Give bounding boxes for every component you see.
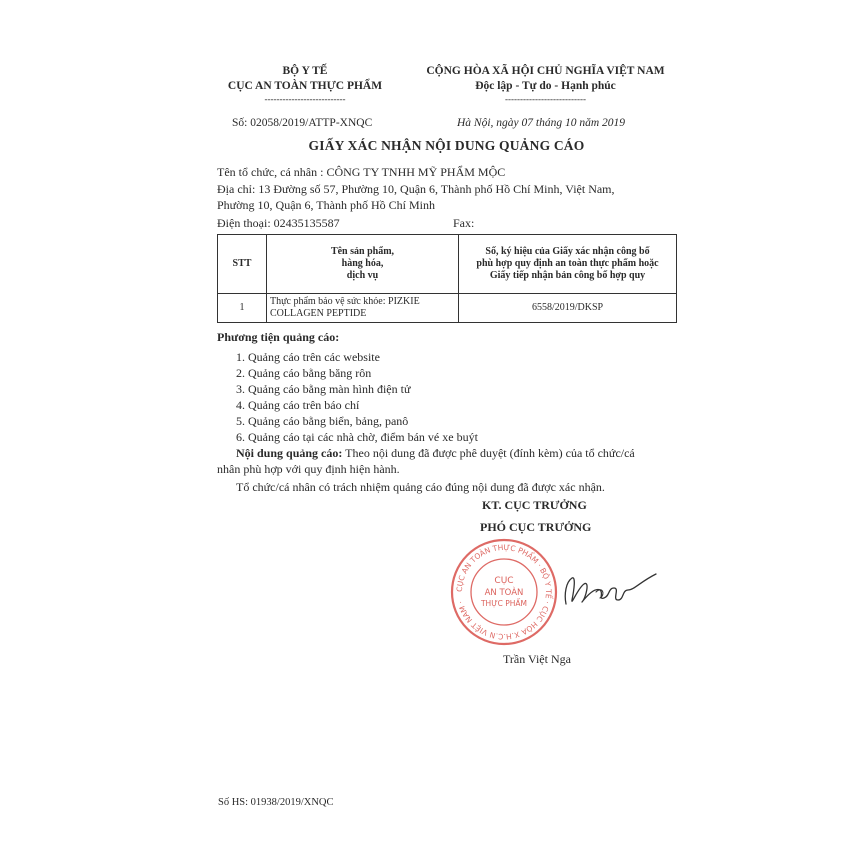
table-header-row (218, 235, 677, 294)
phone-line: Điện thoại: 02435135587 (217, 216, 340, 230)
content-text-2: nhân phù hợp với quy định hiện hành. (217, 462, 400, 476)
header-certificate-3: Giấy tiếp nhận bản công bố hợp quy (489, 270, 646, 281)
document-number: Số: 02058/2019/ATTP-XNQC (232, 117, 373, 129)
media-list (236, 349, 478, 445)
place-date: Hà Nội, ngày 07 tháng 10 năm 2019 (457, 117, 626, 129)
header-certificate-2: phù hợp quy định an toàn thực phẩm hoặc (476, 258, 659, 269)
row-product-name-2: COLLAGEN PEPTIDE (270, 308, 367, 319)
content-text-1: Theo nội dung đã được phê duyệt (đính kèm) của tổ chức/cá (342, 446, 635, 460)
row-certificate: 6558/2019/DKSP (459, 294, 677, 323)
list-item: 1. Quảng cáo trên các website (236, 350, 380, 364)
stamp-center-3: THỰC PHẨM (480, 599, 528, 608)
row-product-name (267, 294, 459, 323)
table-row (218, 294, 677, 323)
row-product-name-1: Thực phẩm bảo vệ sức khỏe: PIZKIE (270, 296, 420, 307)
dossier-number: Số HS: 01938/2019/XNQC (218, 797, 334, 808)
handwritten-signature (560, 568, 660, 618)
organization-name: Tên tổ chức, cá nhân : CÔNG TY TNHH MỸ PHẨM MỘC (217, 165, 506, 179)
stamp-ring-text: CỤC AN TOÀN THỰC PHẨM · BỘ Y TẾ · CỤC HÒA X.H.C.N VIỆT NAM · (454, 542, 554, 642)
header-product-name-1: Tên sản phẩm, (330, 246, 395, 257)
responsibility-note: Tổ chức/cá nhân có trách nhiệm quảng cáo đúng nội dung đã được xác nhận. (236, 480, 605, 494)
header-certificate-1: Số, ký hiệu của Giấy xác nhận công bố (485, 246, 650, 257)
list-item: 3. Quảng cáo bằng màn hình điện tử (236, 382, 411, 396)
list-item: 6. Quảng cáo tại các nhà chờ, điểm bán vé xe buýt (236, 430, 478, 444)
list-item: 2. Quảng cáo bằng băng rôn (236, 366, 372, 380)
stamp-center-1: CỤC (494, 576, 514, 586)
issuer-block (215, 64, 395, 104)
motto-rule: --------------------------- (505, 94, 586, 104)
product-table (217, 234, 677, 323)
signer-name: Trần Việt Nga (503, 652, 571, 666)
fax-line: Fax: (453, 216, 475, 230)
header-stt: STT (218, 235, 267, 294)
agency-name: CỤC AN TOÀN THỰC PHẨM (227, 80, 383, 92)
ministry-name: BỘ Y TẾ (282, 65, 328, 77)
signoff-line-1: KT. CỤC TRƯỞNG (482, 498, 587, 512)
media-heading: Phương tiện quảng cáo: (217, 330, 340, 344)
row-stt: 1 (218, 294, 267, 323)
header-product-name-2: hàng hóa, (341, 258, 384, 269)
country-name: CỘNG HÒA XÃ HỘI CHỦ NGHĨA VIỆT NAM (426, 65, 665, 77)
list-item: 5. Quảng cáo bằng biển, bảng, panô (236, 414, 409, 428)
content-line-1 (236, 446, 635, 461)
header-certificate (459, 235, 677, 294)
header-product-name (267, 235, 459, 294)
content-label: Nội dung quảng cáo: (236, 446, 343, 460)
agency-rule: --------------------------- (264, 94, 346, 104)
signoff-line-2: PHÓ CỤC TRƯỞNG (480, 520, 592, 534)
motto: Độc lập - Tự do - Hạnh phúc (475, 80, 616, 92)
address-line-2: Phường 10, Quận 6, Thành phố Hồ Chí Minh (217, 198, 435, 212)
document-title: GIẤY XÁC NHẬN NỘI DUNG QUẢNG CÁO (308, 138, 585, 153)
national-header (408, 64, 683, 104)
official-stamp (449, 537, 559, 647)
list-item: 4. Quảng cáo trên báo chí (236, 398, 360, 412)
header-product-name-3: dịch vụ (346, 270, 379, 281)
address-line-1: Địa chỉ: 13 Đường số 57, Phường 10, Quận 6, Thành phố Hồ Chí Minh, Việt Nam, (217, 182, 615, 196)
stamp-center-2: AN TOÀN (484, 588, 524, 598)
